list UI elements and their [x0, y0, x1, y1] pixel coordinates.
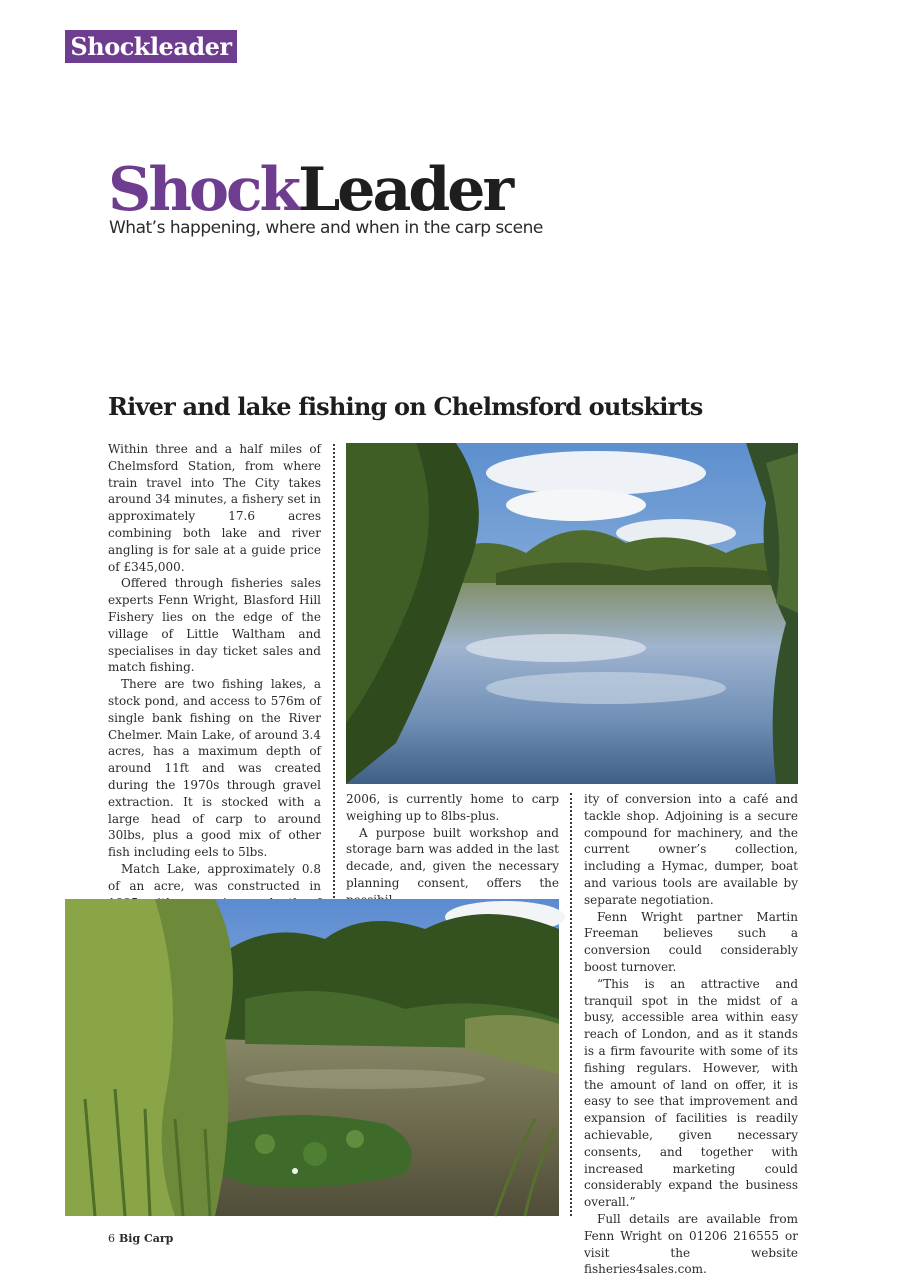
article-paragraph: Match Lake, approximately 0.8 of an acre, was constructed in: [108, 861, 321, 893]
masthead-logo: [108, 152, 511, 228]
masthead-tagline: What’s happening, where and when in the carp scene: [109, 218, 543, 238]
article-paragraph: A purpose built workshop and storage barn was added in the last decade, and, given the necessary planning consent, offers the: [346, 825, 559, 890]
masthead-part-leader: Leader: [298, 155, 512, 225]
article-paragraph: 2006, is currently home to carp weighing up to 8lbs-plus.: [346, 792, 559, 823]
article-paragraph: Full details are available from Fenn Wright on 01206 216555 or visit the website fisheries4sales.com.: [584, 1211, 798, 1277]
page-number: 6: [108, 1232, 115, 1245]
lake-photo-main: [346, 443, 798, 784]
article-paragraph: “This is an attractive and tranquil spot in the midst of a busy, accessible area within easy reach of London, and as it stands is a firm favourite with some of its fishing regulars. However, with the amount of land on offer, it is easy to see that improvement and expansion of facilities is readily achievable, given necessary consents, and together with increased marketing could considerably expand the business overall.”: [584, 976, 798, 1210]
article-paragraph: Fenn Wright partner Martin Freeman believes such a conversion could considerably boost turnover.: [584, 909, 798, 974]
article-column-1: [108, 441, 321, 893]
masthead-part-shock: Shock: [108, 155, 299, 225]
lake-photo-lilypads: [65, 899, 559, 1216]
article-column-3: [584, 791, 798, 1277]
article-paragraph: Offered through fisheries sales experts Fenn Wright, Blasford Hill Fishery lies on the edge of the village of Little Waltham and specialises in day ticket sales and match fishing.: [108, 576, 321, 675]
article-headline: River and lake fishing on Chelmsford outskirts: [108, 392, 703, 421]
column-divider: [570, 793, 572, 1216]
page-footer: [108, 1232, 173, 1245]
publication-name: Big Carp: [119, 1232, 174, 1245]
article-paragraph: There are two fishing lakes, a stock pond, and access to 576m of single bank fishing on the River Chelmer. Main Lake, of around 3.4 acres, has a maximum depth of around 11ft and was created during the 1970s through gravel extraction. It is stocked with a large head of carp to around 30lbs, plus a good mix of other fish including eels to 5lbs.: [108, 677, 321, 860]
column-divider: [333, 444, 335, 898]
article-column-2: [346, 791, 559, 894]
article-paragraph: ity of conversion into a café and tackle shop. Adjoining is a secure compound for machinery, and the current owner’s collection, including a Hymac, dumper, boat and various tools are available by separate negotiation.: [584, 792, 798, 907]
section-tab: Shockleader: [65, 30, 237, 63]
article-paragraph: Within three and a half miles of Chelmsford Station, from where train travel into The City takes around 34 minutes, a fishery set in approximately 17.6 acres combining both lake and river angling is for sale at a guide price of £345,000.: [108, 442, 321, 574]
